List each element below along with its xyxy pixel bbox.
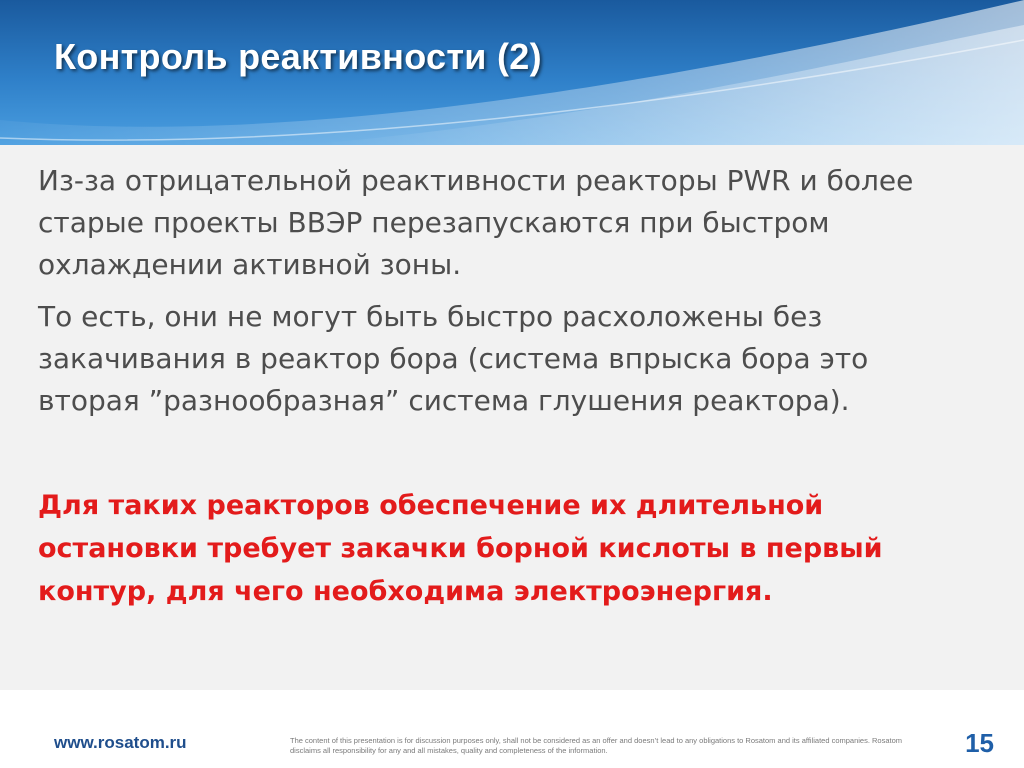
paragraph-2: То есть, они не могут быть быстро расхоложены без закачивания в реактор бора (система впрыска бора это вторая ”разнообразная” система глушения реактора). (38, 300, 869, 417)
emphasis-paragraph: Для таких реакторов обеспечение их длительной остановки требует закачки борной кислоты в первый контур, для чего необходима электроэнергия. (38, 490, 883, 607)
footer-website-link[interactable]: www.rosatom.ru (54, 733, 187, 752)
slide-content (38, 160, 978, 613)
header-banner (0, 0, 1024, 145)
paragraph-1: Из-за отрицательной реактивности реакторы PWR и более старые проекты ВВЭР перезапускаются при быстром охлаждении активной зоны. (38, 164, 914, 281)
footer-disclaimer: The content of this presentation is for discussion purposes only, shall not be considered as an offer and doesn’t lead to any obligations to Rosatom and its affiliated companies. Rosatom disclaims all responsibility for any and all mistakes, quality and completeness of the information. (290, 736, 903, 755)
page-title: Контроль реактивности (2) (54, 36, 542, 77)
page-number: 15 (965, 728, 994, 758)
